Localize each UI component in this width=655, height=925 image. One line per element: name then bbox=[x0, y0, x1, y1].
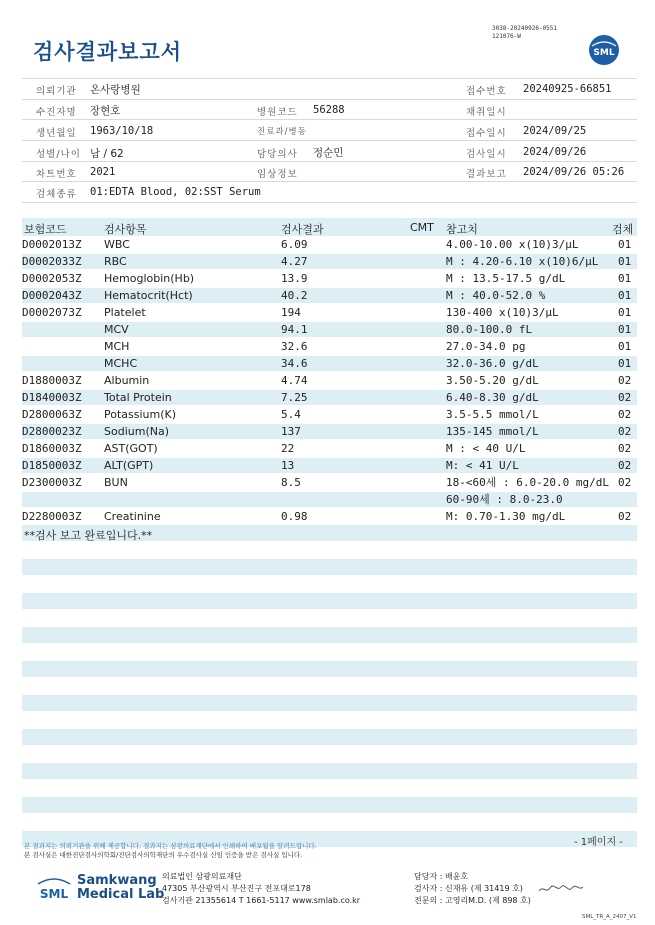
row-item: RBC bbox=[104, 255, 127, 268]
row-item: Albumin bbox=[104, 374, 150, 387]
row-code: D2300003Z bbox=[22, 476, 82, 489]
signature-image bbox=[537, 882, 585, 896]
row-reference: M : 40.0-52.0 % bbox=[446, 289, 546, 302]
row-stripe bbox=[22, 763, 637, 779]
tested-label: 검사일시 bbox=[466, 149, 507, 160]
row-item: Platelet bbox=[104, 306, 146, 319]
institution-address: 47305 부산광역시 부산진구 전포대로178 bbox=[162, 884, 311, 893]
row-result: 137 bbox=[281, 425, 301, 438]
row-reference: 60-90세 : 8.0-23.0 bbox=[446, 493, 563, 506]
row-result: 13.9 bbox=[281, 272, 308, 285]
form-code: SML_TR_A_2407_V1 bbox=[582, 914, 637, 920]
specimen-label: 검체종류 bbox=[36, 189, 77, 200]
row-stripe bbox=[22, 627, 637, 643]
row-code: D0002073Z bbox=[22, 306, 82, 319]
page-title: 검사결과보고서 bbox=[33, 40, 183, 64]
header-specimen: 검체 bbox=[612, 223, 634, 236]
row-reference: 135-145 mmol/L bbox=[446, 425, 539, 438]
row-specimen: 02 bbox=[618, 374, 632, 387]
row-specimen: 01 bbox=[618, 289, 632, 302]
row-code: D0002043Z bbox=[22, 289, 82, 302]
row-code: D1880003Z bbox=[22, 374, 82, 387]
institution-footer bbox=[162, 871, 360, 907]
row-reference: 80.0-100.0 fL bbox=[446, 323, 533, 336]
row-item: ALT(GPT) bbox=[104, 459, 154, 472]
row-specimen: 01 bbox=[618, 357, 632, 370]
row-result: 40.2 bbox=[281, 289, 308, 302]
specimen-value: 01:EDTA Blood, 02:SST Serum bbox=[90, 186, 261, 198]
row-item: Hemoglobin(Hb) bbox=[104, 272, 195, 285]
completion-note: **검사 보고 완료입니다.** bbox=[24, 529, 153, 542]
row-code: D1860003Z bbox=[22, 442, 82, 455]
row-result: 32.6 bbox=[281, 340, 308, 353]
dept-label: 진료과/병동 bbox=[257, 127, 307, 137]
row-item: MCV bbox=[104, 323, 129, 336]
row-specimen: 02 bbox=[618, 476, 632, 489]
row-result: 13 bbox=[281, 459, 295, 472]
received-value: 2024/09/25 bbox=[523, 125, 587, 137]
request-no-value: 20240925-66851 bbox=[523, 83, 612, 95]
birth-label: 생년월일 bbox=[36, 128, 77, 139]
doctor-value: 정순민 bbox=[313, 147, 344, 159]
row-code: D2800023Z bbox=[22, 425, 82, 438]
row-stripe bbox=[22, 661, 637, 677]
row-specimen: 02 bbox=[618, 425, 632, 438]
hospital-code-label: 병원코드 bbox=[257, 107, 298, 118]
row-result: 0.98 bbox=[281, 510, 308, 523]
document-id-line-1: 3038-20240926-0551 bbox=[492, 25, 558, 32]
staff-line-3: 전문의 : 고영리M.D. (제 898 호) bbox=[414, 896, 531, 905]
document-id bbox=[492, 25, 557, 41]
brand-name bbox=[77, 874, 164, 902]
chart-no-value: 2021 bbox=[90, 166, 116, 178]
tested-value: 2024/09/26 bbox=[523, 146, 587, 158]
header-cmt: CMT bbox=[410, 221, 434, 234]
row-specimen: 02 bbox=[618, 459, 632, 472]
row-result: 94.1 bbox=[281, 323, 308, 336]
staff-block bbox=[414, 871, 531, 907]
sml-footer-logo bbox=[36, 874, 72, 904]
row-code: D0002013Z bbox=[22, 238, 82, 251]
page-number: - 1페이지 - bbox=[574, 837, 623, 848]
birth-value: 1963/10/18 bbox=[90, 125, 154, 137]
clinical-label: 임상정보 bbox=[257, 169, 298, 180]
row-code: D0002033Z bbox=[22, 255, 82, 268]
row-result: 34.6 bbox=[281, 357, 308, 370]
row-reference: 27.0-34.0 pg bbox=[446, 340, 526, 353]
row-reference: M: < 41 U/L bbox=[446, 459, 519, 472]
doctor-label: 담당의사 bbox=[257, 149, 298, 160]
row-specimen: 01 bbox=[618, 255, 632, 268]
notice-line-2: 본 검사실은 대한진단검사의학회/진단검사의학재단의 우수검사실 신임 인증을 받은 검사실 입니다. bbox=[24, 851, 303, 859]
examinee-value: 장현호 bbox=[90, 105, 121, 117]
reported-label: 결과보고 bbox=[466, 169, 507, 180]
row-result: 4.27 bbox=[281, 255, 308, 268]
row-reference: 18-<60세 : 6.0-20.0 mg/dL bbox=[446, 476, 609, 489]
sex-age-value: 남 / 62 bbox=[90, 148, 124, 160]
row-code: D2800063Z bbox=[22, 408, 82, 421]
reported-value: 2024/09/26 05:26 bbox=[523, 166, 625, 178]
row-reference: M : 13.5-17.5 g/dL bbox=[446, 272, 566, 285]
header-reference: 참고치 bbox=[446, 223, 478, 236]
row-item: MCH bbox=[104, 340, 130, 353]
row-reference: 3.50-5.20 g/dL bbox=[446, 374, 539, 387]
row-stripe bbox=[22, 695, 637, 711]
row-code: D1850003Z bbox=[22, 459, 82, 472]
row-stripe bbox=[22, 729, 637, 745]
row-reference: 6.40-8.30 g/dL bbox=[446, 391, 539, 404]
row-code: D1840003Z bbox=[22, 391, 82, 404]
row-reference: M : < 40 U/L bbox=[446, 442, 526, 455]
chart-no-label: 차트번호 bbox=[36, 169, 77, 180]
row-item: Creatinine bbox=[104, 510, 161, 523]
row-reference: M : 4.20-6.10 x(10)6/μL bbox=[446, 255, 599, 268]
row-result: 8.5 bbox=[281, 476, 301, 489]
examinee-label: 수진자명 bbox=[36, 107, 77, 118]
row-item: Hematocrit(Hct) bbox=[104, 289, 193, 302]
hospital-code-value: 56288 bbox=[313, 104, 345, 116]
sml-logo bbox=[588, 34, 620, 66]
institution-label: 의뢰기관 bbox=[36, 86, 77, 97]
row-specimen: 02 bbox=[618, 442, 632, 455]
row-specimen: 01 bbox=[618, 306, 632, 319]
row-specimen: 01 bbox=[618, 323, 632, 336]
sml-footer-logo-text: SML bbox=[39, 887, 69, 901]
row-reference: 4.00-10.00 x(10)3/μL bbox=[446, 238, 579, 251]
staff-line-2: 검사자 : 신재유 (제 31419 호) bbox=[414, 884, 523, 893]
row-code: D2280003Z bbox=[22, 510, 82, 523]
row-reference: 130-400 x(10)3/μL bbox=[446, 306, 559, 319]
row-item: Potassium(K) bbox=[104, 408, 177, 421]
row-stripe bbox=[22, 559, 637, 575]
row-item: MCHC bbox=[104, 357, 138, 370]
institution-name: 의료법인 삼광의료재단 bbox=[162, 872, 242, 881]
collected-label: 채취일시 bbox=[466, 107, 507, 118]
row-specimen: 02 bbox=[618, 391, 632, 404]
row-code: D0002053Z bbox=[22, 272, 82, 285]
row-result: 6.09 bbox=[281, 238, 308, 251]
row-item: AST(GOT) bbox=[104, 442, 158, 455]
row-specimen: 02 bbox=[618, 510, 632, 523]
institution-phone: 검사기관 21355614 T 1661-5117 www.smlab.co.kr bbox=[162, 896, 361, 905]
row-result: 194 bbox=[281, 306, 301, 319]
row-specimen: 02 bbox=[618, 408, 632, 421]
sml-logo-text: SML bbox=[593, 48, 615, 58]
row-result: 5.4 bbox=[281, 408, 301, 421]
header-item: 검사항목 bbox=[104, 223, 147, 236]
row-result: 4.74 bbox=[281, 374, 308, 387]
row-reference: M: 0.70-1.30 mg/dL bbox=[446, 510, 566, 523]
row-stripe bbox=[22, 593, 637, 609]
row-item: WBC bbox=[104, 238, 130, 251]
row-result: 7.25 bbox=[281, 391, 308, 404]
request-no-label: 접수번호 bbox=[466, 86, 507, 97]
row-item: Total Protein bbox=[104, 391, 172, 404]
staff-line-1: 담당자 : 배윤호 bbox=[414, 872, 469, 881]
brand-line-2: Medical Lab bbox=[77, 887, 165, 902]
row-specimen: 01 bbox=[618, 272, 632, 285]
row-item: Sodium(Na) bbox=[104, 425, 169, 438]
row-reference: 32.0-36.0 g/dL bbox=[446, 357, 539, 370]
header-code: 보험코드 bbox=[24, 223, 67, 236]
brand-line-1: Samkwang bbox=[77, 873, 157, 888]
row-stripe bbox=[22, 797, 637, 813]
institution-value: 온사랑병원 bbox=[90, 84, 141, 96]
notice-line-1: 본 결과지는 의뢰기관을 위해 제공합니다. 결과지는 삼광의료재단에서 인쇄하여 배포됨을 알려드립니다. bbox=[24, 842, 317, 850]
sex-age-label: 성별/나이 bbox=[36, 149, 81, 160]
row-specimen: 01 bbox=[618, 340, 632, 353]
row-result: 22 bbox=[281, 442, 295, 455]
received-label: 접수일시 bbox=[466, 128, 507, 139]
row-item: BUN bbox=[104, 476, 128, 489]
row-reference: 3.5-5.5 mmol/L bbox=[446, 408, 539, 421]
row-specimen: 01 bbox=[618, 238, 632, 251]
document-id-line-2: 121076-W bbox=[492, 33, 521, 40]
header-result: 검사결과 bbox=[281, 223, 324, 236]
